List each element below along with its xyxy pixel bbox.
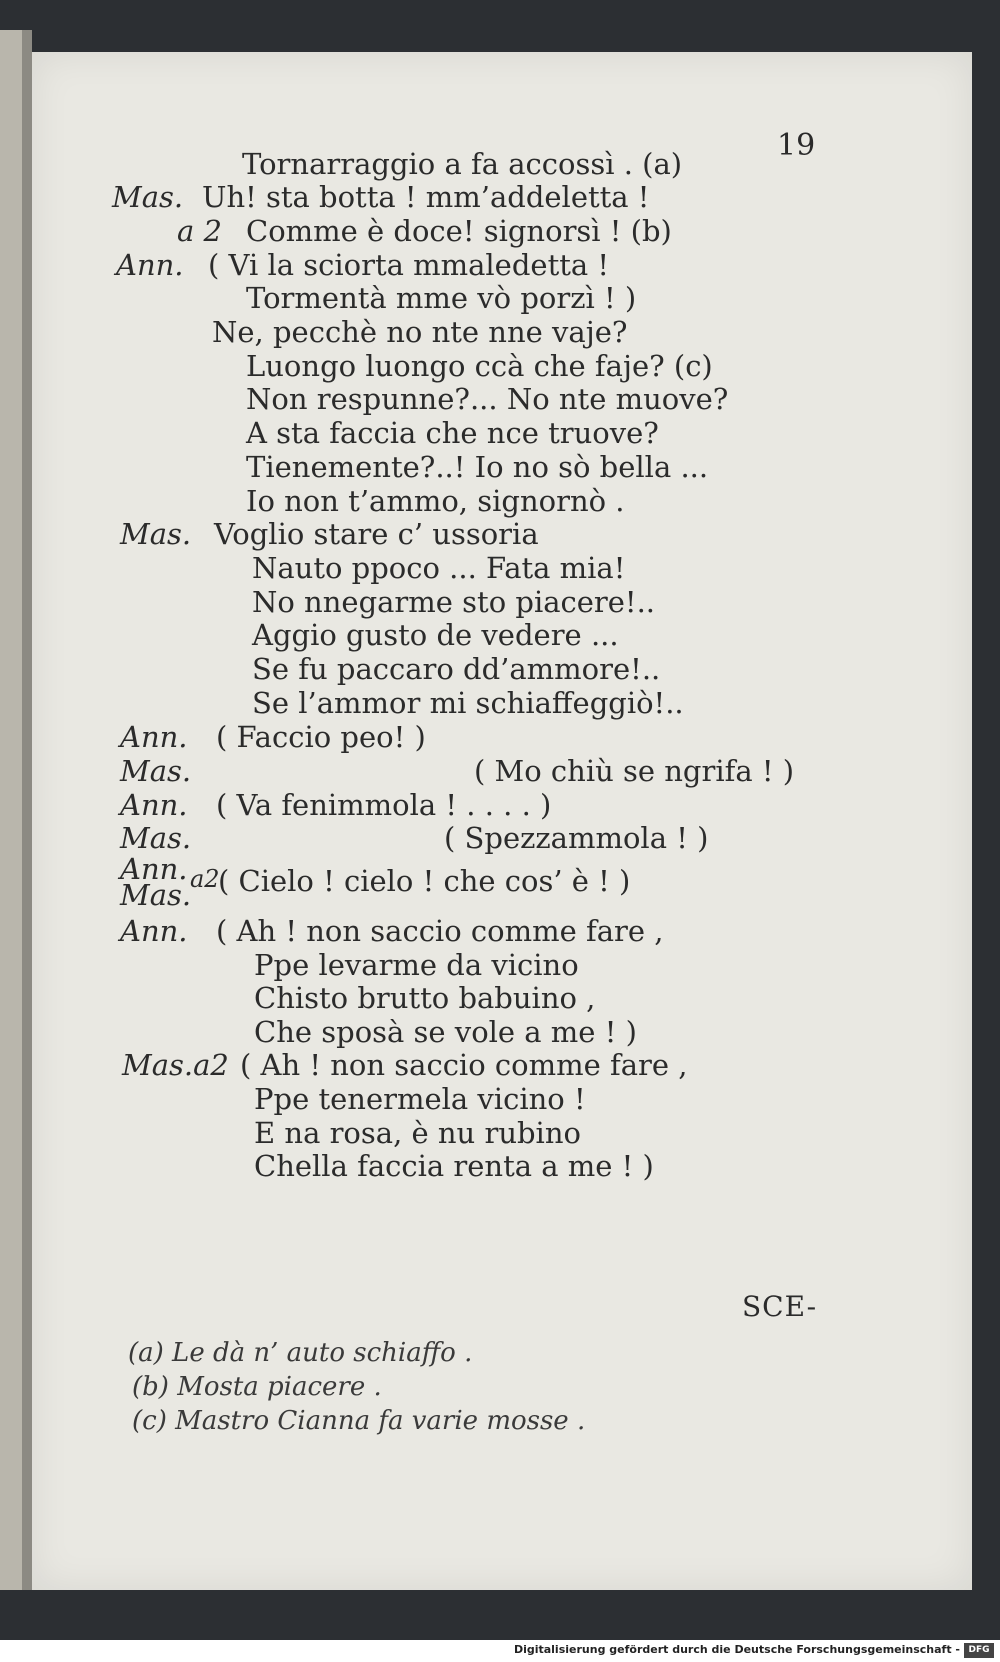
verse-line: Che sposà se vole a me ! ) — [254, 1015, 637, 1049]
speaker-label: Ann. — [120, 788, 188, 822]
verse-line: Non respunne?... No nte muove? — [246, 382, 729, 416]
verse-line: Tormentà mme vò porzì ! ) — [246, 281, 637, 315]
catchword: SCE- — [742, 1290, 818, 1323]
dfg-logo: DFG — [964, 1643, 994, 1658]
footnote: (b) Mosta piacere . — [132, 1372, 382, 1402]
speaker-label: Ann. — [116, 248, 184, 282]
speaker-label: Mas. — [120, 821, 192, 855]
verse-line: Voglio stare c’ ussoria — [214, 517, 539, 551]
verse-line: Ppe levarme da vicino — [254, 948, 579, 982]
verse-line: ( Ah ! non saccio comme fare , — [216, 914, 664, 948]
speaker-label: Mas. — [112, 180, 184, 214]
speaker-label: Mas.a2 — [122, 1048, 229, 1082]
verse-line: ( Mo chiù se ngrifa ! ) — [474, 754, 795, 788]
verse-line: Luongo luongo ccà che faje? (c) — [246, 349, 713, 383]
speaker-label: Mas. — [120, 878, 192, 912]
verse-line: Comme è doce! signorsì ! (b) — [246, 214, 672, 248]
book-page — [32, 52, 972, 1590]
footer-bar — [0, 1640, 1000, 1662]
page-number: 19 — [777, 128, 816, 163]
speaker-label: Mas. — [120, 754, 192, 788]
speaker-label: Ann. — [120, 852, 188, 886]
verse-line: ( Ah ! non saccio comme fare , — [240, 1048, 688, 1082]
verse-line: Ne, pecchè no nte nne vaje? — [212, 315, 628, 349]
verse-line: Uh! sta botta ! mm’addeletta ! — [202, 180, 650, 214]
verse-line: Nauto ppoco ... Fata mia! — [252, 551, 626, 585]
verse-line: Aggio gusto de vedere ... — [252, 618, 619, 652]
verse-line: ( Cielo ! cielo ! che cos’ è ! ) — [218, 864, 631, 898]
verse-line: Io non t’ammo, signornò . — [246, 484, 625, 518]
verse-line: A sta faccia che nce truove? — [246, 416, 659, 450]
speaker-label: a 2 — [177, 214, 222, 248]
verse-line: ( Vi la sciorta mmaledetta ! — [208, 248, 610, 282]
a2-mark: a2 — [190, 865, 220, 893]
speaker-label: Mas. — [120, 517, 192, 551]
verse-line: Chisto brutto babuino , — [254, 981, 596, 1015]
verse-line: No nnegarme sto piacere!.. — [252, 585, 656, 619]
verse-line: ( Va fenimmola ! . . . . ) — [216, 788, 552, 822]
left-page-edge — [22, 30, 32, 1590]
speaker-label: Ann. — [120, 720, 188, 754]
verse-line: ( Faccio peo! ) — [216, 720, 426, 754]
funding-credit: Digitalisierung gefördert durch die Deutsche Forschungsgemeinschaft - — [513, 1643, 960, 1656]
speaker-label: Ann. — [120, 914, 188, 948]
verse-line: Tienemente?..! Io no sò bella ... — [246, 450, 709, 484]
verse-line: Ppe tenermela vicino ! — [254, 1082, 586, 1116]
footnote: (c) Mastro Cianna fa varie mosse . — [132, 1406, 586, 1436]
verse-line: Chella faccia renta a me ! ) — [254, 1149, 654, 1183]
footnote: (a) Le dà n’ auto schiaffo . — [128, 1338, 473, 1368]
verse-line: Tornarraggio a fa accossì . (a) — [242, 147, 683, 181]
verse-line: E na rosa, è nu rubino — [254, 1116, 581, 1150]
verse-line: ( Spezzammola ! ) — [444, 821, 709, 855]
verse-line: Se l’ammor mi schiaffeggiò!.. — [252, 686, 684, 720]
verse-line: Se fu paccaro dd’ammore!.. — [252, 652, 661, 686]
